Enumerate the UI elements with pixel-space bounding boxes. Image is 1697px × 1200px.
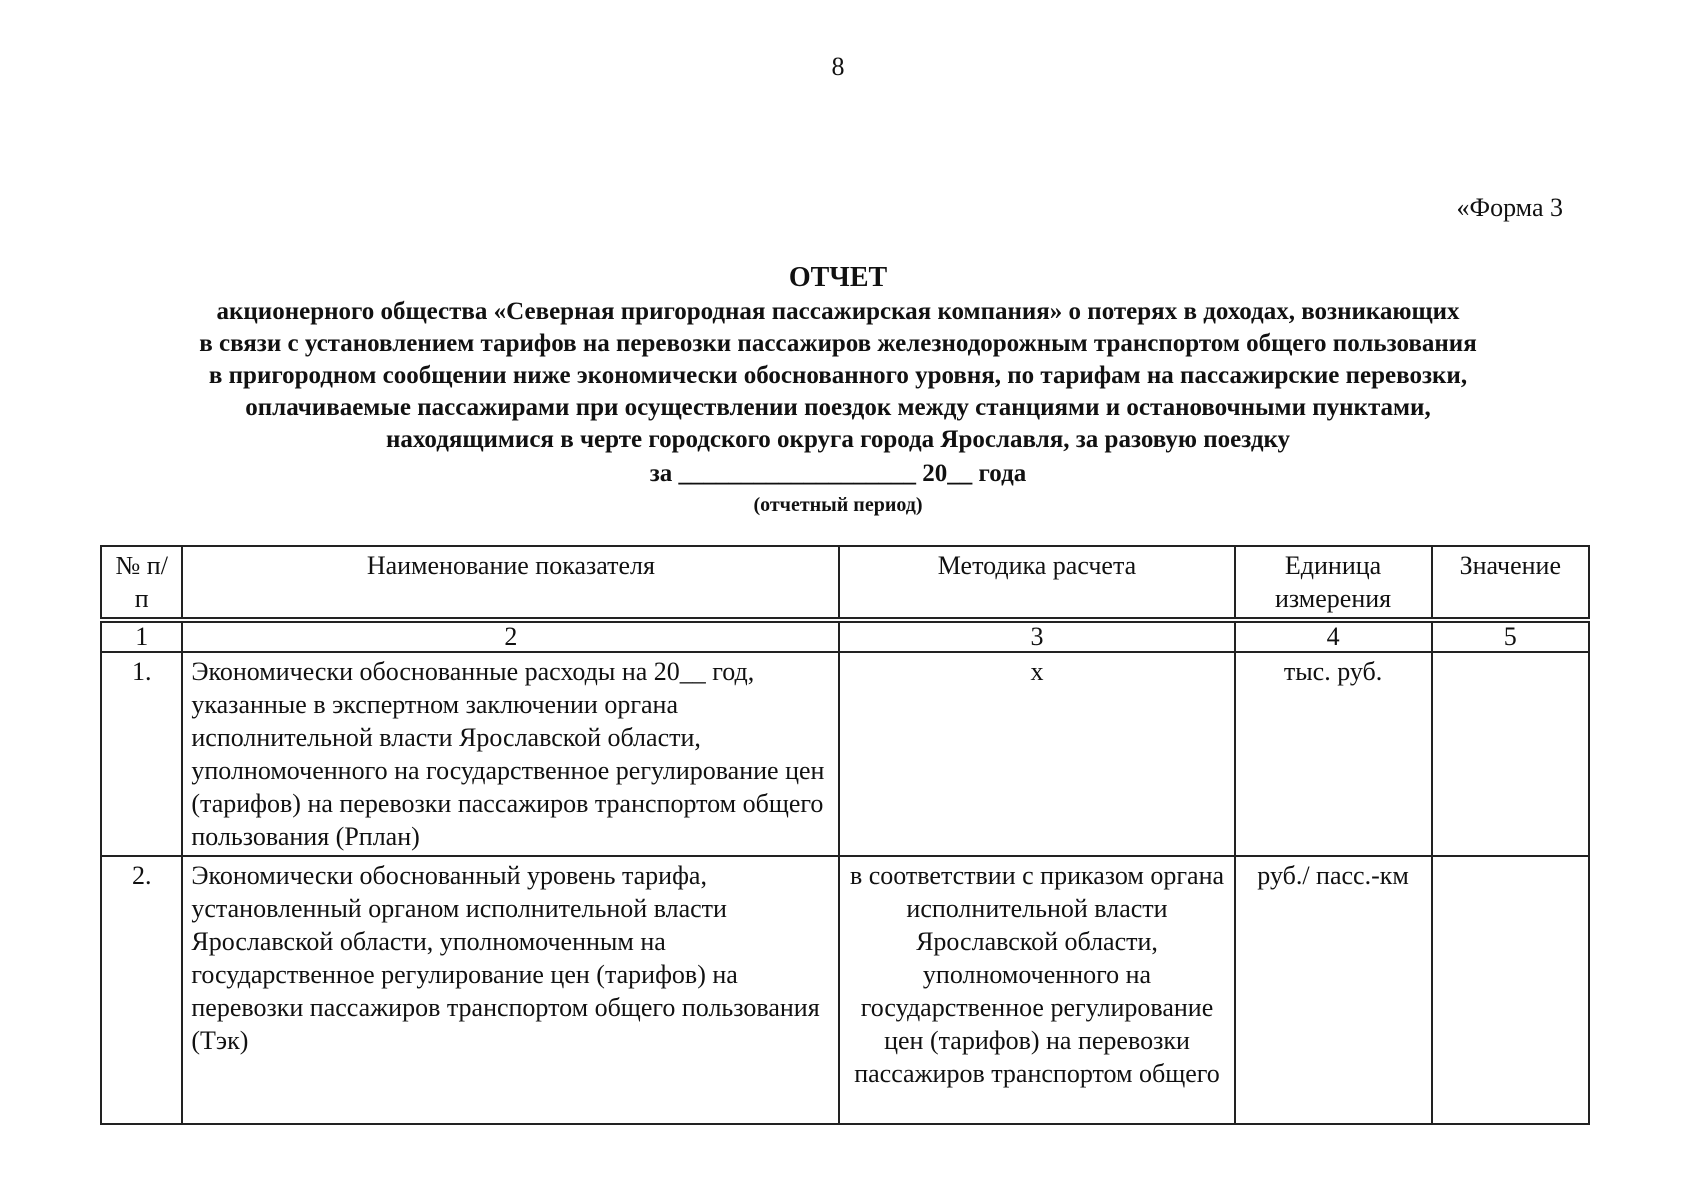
row-number: 2. (101, 856, 182, 1124)
form-label: «Форма 3 (1456, 193, 1563, 222)
column-number: 2 (182, 622, 839, 652)
subtitle-line: оплачиваемые пассажирами при осуществлении поездок между станциями и остановочными пунктами, (245, 394, 1431, 421)
report-title: ОТЧЕТ (788, 262, 888, 293)
subtitle-line: в связи с установлением тарифов на перевозки пассажиров железнодорожным транспортом общего пользования (199, 330, 1477, 357)
indicator-name: Экономически обоснованные расходы на 20__ год, указанные в экспертном заключении органа исполнительной власти Ярославской области, уполномоченного на государственное регулирование цен (тарифов) на перевозки пассажиров транспортом общего пользования (Рплан) (182, 652, 839, 856)
subtitle-line: акционерного общества «Северная пригородная пассажирская компания» о потерях в доходах, возникающих (216, 298, 1460, 325)
table-row (101, 856, 1589, 1124)
column-number-row (101, 622, 1589, 652)
unit: руб./ пасс.-км (1235, 856, 1432, 1124)
page-number: 8 (831, 52, 845, 81)
subtitle-line: в пригородном сообщении ниже экономически обоснованного уровня, по тарифам на пассажирские перевозки, (208, 362, 1468, 389)
header-indicator-name: Наименование показателя (182, 546, 839, 618)
unit: тыс. руб. (1235, 652, 1432, 856)
calc-method: х (839, 652, 1234, 856)
reporting-period-caption: (отчетный период) (753, 494, 923, 516)
header-number: № п/п (101, 546, 182, 618)
subtitle-line: находящимися в черте городского округа города Ярославля, за разовую поездку (385, 426, 1291, 453)
header-unit: Единица измерения (1235, 546, 1432, 618)
indicator-name: Экономически обоснованный уровень тарифа, установленный органом исполнительной власти Ярославской области, уполномоченным на государственное регулирование цен (тарифов) на перевозки пассажиров транспортом общего пользования (Тэк) (182, 856, 839, 1124)
column-number: 1 (101, 622, 182, 652)
value-cell (1432, 652, 1589, 856)
table-header-row (101, 546, 1589, 618)
row-number: 1. (101, 652, 182, 856)
column-number: 5 (1432, 622, 1589, 652)
report-subtitle (60, 296, 1616, 456)
value-cell (1432, 856, 1589, 1124)
calc-method: в соответствии с приказом органа исполнительной власти Ярославской области, уполномоченного на государственное регулирование цен (тарифов) на перевозки пассажиров транспортом общего (839, 856, 1234, 1124)
table-row (101, 652, 1589, 856)
column-number: 4 (1235, 622, 1432, 652)
reporting-period-line: за ___________________ 20__ года (649, 460, 1027, 487)
header-value: Значение (1432, 546, 1589, 618)
column-number: 3 (839, 622, 1234, 652)
report-table (100, 545, 1590, 1125)
header-calc-method: Методика расчета (839, 546, 1234, 618)
